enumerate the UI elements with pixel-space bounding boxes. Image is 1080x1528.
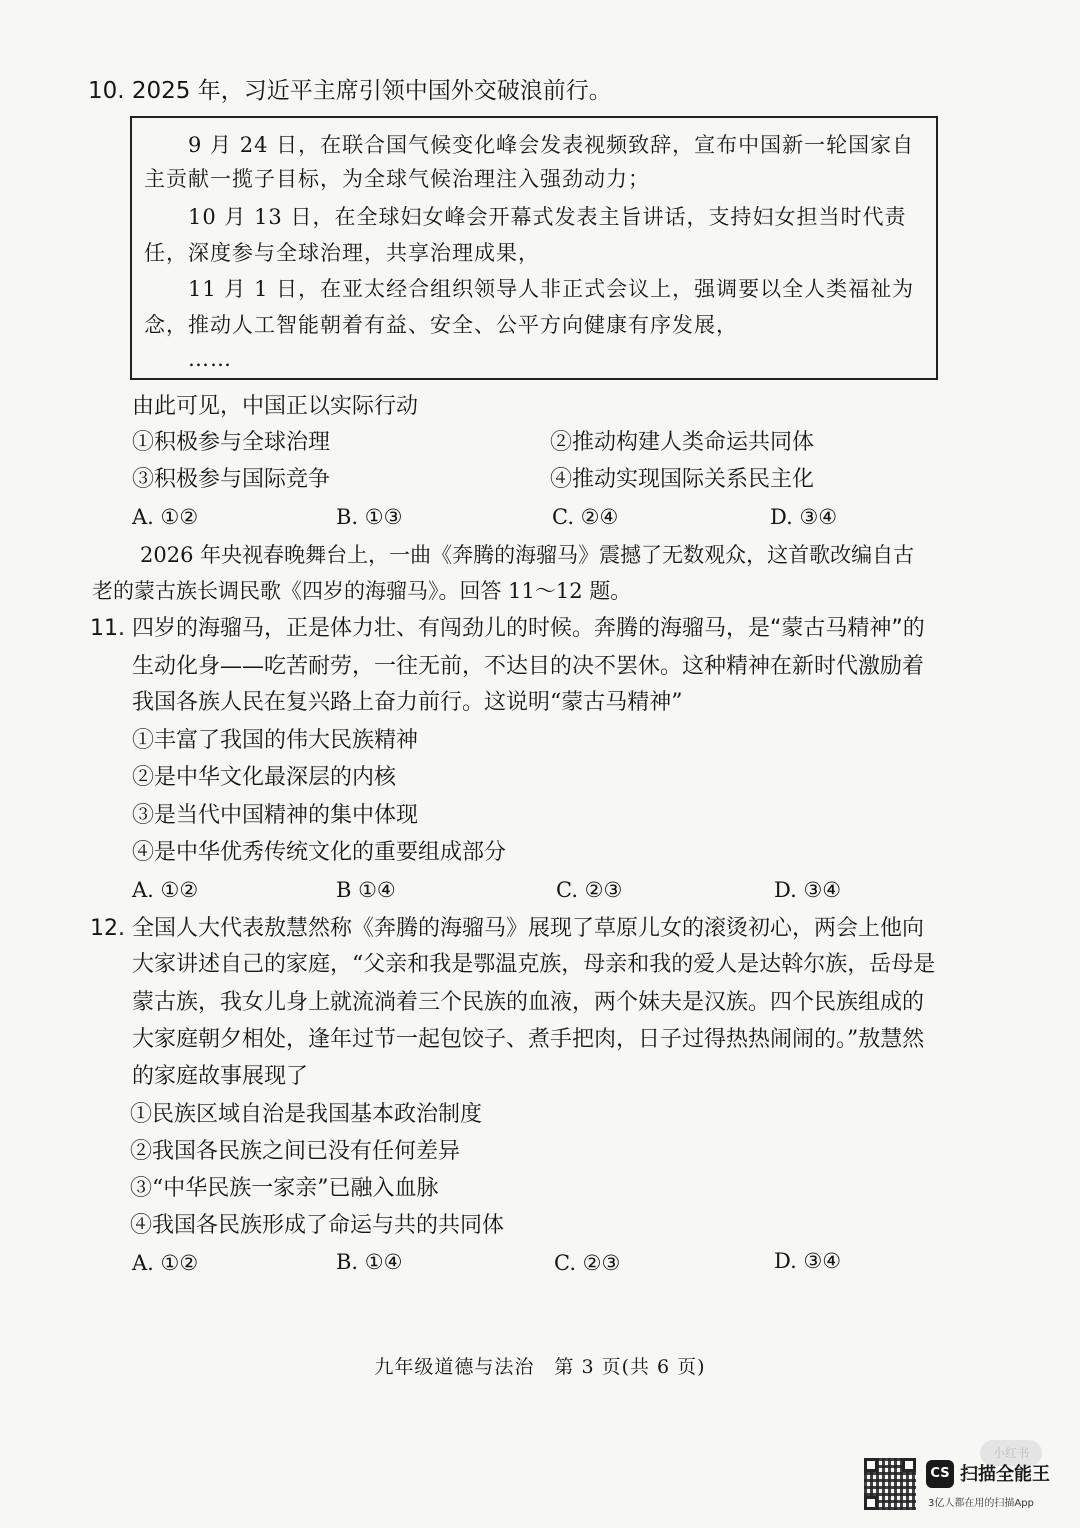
q12-stem: 蒙古族，我女儿身上就流淌着三个民族的血液，两个妹夫是汉族。四个民族组成的 <box>132 990 925 1015</box>
q11-option-c: C. ②③ <box>556 878 623 902</box>
q10-item: ③积极参与国际竞争 <box>132 467 331 492</box>
scanner-app-name: 扫描全能王 <box>960 1464 1050 1485</box>
q12-option-a: A. ①② <box>132 1251 199 1275</box>
watermark-badge: 小红书 <box>980 1440 1042 1466</box>
q11-stem: 我国各族人民在复兴路上奋力前行。这说明“蒙古马精神” <box>132 690 683 715</box>
q11-item: ④是中华优秀传统文化的重要组成部分 <box>132 840 507 865</box>
q11-item: ①丰富了我国的伟大民族精神 <box>132 728 419 753</box>
q12-stem: 大家庭朝夕相处，逢年过节一起包饺子、煮手把肉，日子过得热热闹闹的。”敖慧然 <box>132 1027 925 1052</box>
q10-option-d: D. ③④ <box>770 505 838 529</box>
q10-box-line: 念，推动人工智能朝着有益、安全、公平方向健康有序发展， <box>144 313 738 337</box>
q10-option-b: B. ①③ <box>336 505 403 529</box>
q12-stem: 大家讲述自己的家庭，“父亲和我是鄂温克族，母亲和我的爱人是达斡尔族，岳母是 <box>132 952 936 977</box>
q10-box-line: 9 月 24 日，在联合国气候变化峰会发表视频致辞，宣布中国新一轮国家自 <box>188 133 915 157</box>
q10-box-line: 11 月 1 日，在亚太经合组织领导人非正式会议上，强调要以全人类福祉为 <box>188 277 915 301</box>
qr-code-icon <box>864 1458 916 1510</box>
q10-lead: 由此可见，中国正以实际行动 <box>132 394 419 419</box>
q12-item: ①民族区域自治是我国基本政治制度 <box>130 1102 483 1127</box>
q12-item: ④我国各民族形成了命运与共的共同体 <box>130 1213 505 1238</box>
q10-option-a: A. ①② <box>132 505 199 529</box>
q12-item: ②我国各民族之间已没有任何差异 <box>130 1139 461 1164</box>
q11-item: ③是当代中国精神的集中体现 <box>132 803 419 828</box>
q10-box-line: …… <box>188 347 232 371</box>
intro-line: 老的蒙古族长调民歌《四岁的海骝马》。回答 11～12 题。 <box>92 579 632 603</box>
q12-option-b: B. ①④ <box>336 1250 403 1274</box>
q10-item: ④推动实现国际关系民主化 <box>550 467 815 492</box>
camscanner-logo-icon: CS <box>926 1460 954 1488</box>
q12-option-d: D. ③④ <box>774 1249 842 1273</box>
q10-box-line: 10 月 13 日，在全球妇女峰会开幕式发表主旨讲话，支持妇女担当时代责 <box>188 205 907 229</box>
q12-option-c: C. ②③ <box>554 1251 621 1275</box>
q12-stem: 的家庭故事展现了 <box>132 1064 309 1089</box>
q11-stem: 11. 四岁的海骝马，正是体力壮、有闯劲儿的时候。奔腾的海骝马，是“蒙古马精神”的 <box>90 616 925 641</box>
q11-item: ②是中华文化最深层的内核 <box>132 765 397 790</box>
q11-stem: 生动化身——吃苦耐劳，一往无前，不达目的决不罢休。这种精神在新时代激励着 <box>132 654 925 679</box>
intro-line: 2026 年央视春晚舞台上，一曲《奔腾的海骝马》震撼了无数观众，这首歌改编自古 <box>140 543 915 567</box>
q11-option-d: D. ③④ <box>774 878 842 902</box>
scanner-tagline: 3亿人都在用的扫描App <box>928 1498 1034 1509</box>
q11-option-a: A. ①② <box>132 878 199 902</box>
q11-option-b: B ①④ <box>336 878 396 902</box>
q12-stem: 12. 全国人大代表敖慧然称《奔腾的海骝马》展现了草原儿女的滚烫初心，两会上他向 <box>90 916 924 941</box>
q10-stem: 10. 2025 年，习近平主席引领中国外交破浪前行。 <box>88 78 612 104</box>
q10-item: ①积极参与全球治理 <box>132 430 331 455</box>
q10-box-line: 任，深度参与全球治理，共享治理成果， <box>144 241 540 265</box>
q10-box-line: 主贡献一揽子目标，为全球气候治理注入强劲动力； <box>144 167 650 191</box>
page-footer: 九年级道德与法治 第 3 页(共 6 页) <box>374 1356 706 1378</box>
q10-material-box <box>130 116 938 380</box>
q10-item: ②推动构建人类命运共同体 <box>550 430 815 455</box>
q12-item: ③“中华民族一家亲”已融入血脉 <box>130 1176 439 1201</box>
q10-option-c: C. ②④ <box>552 505 619 529</box>
